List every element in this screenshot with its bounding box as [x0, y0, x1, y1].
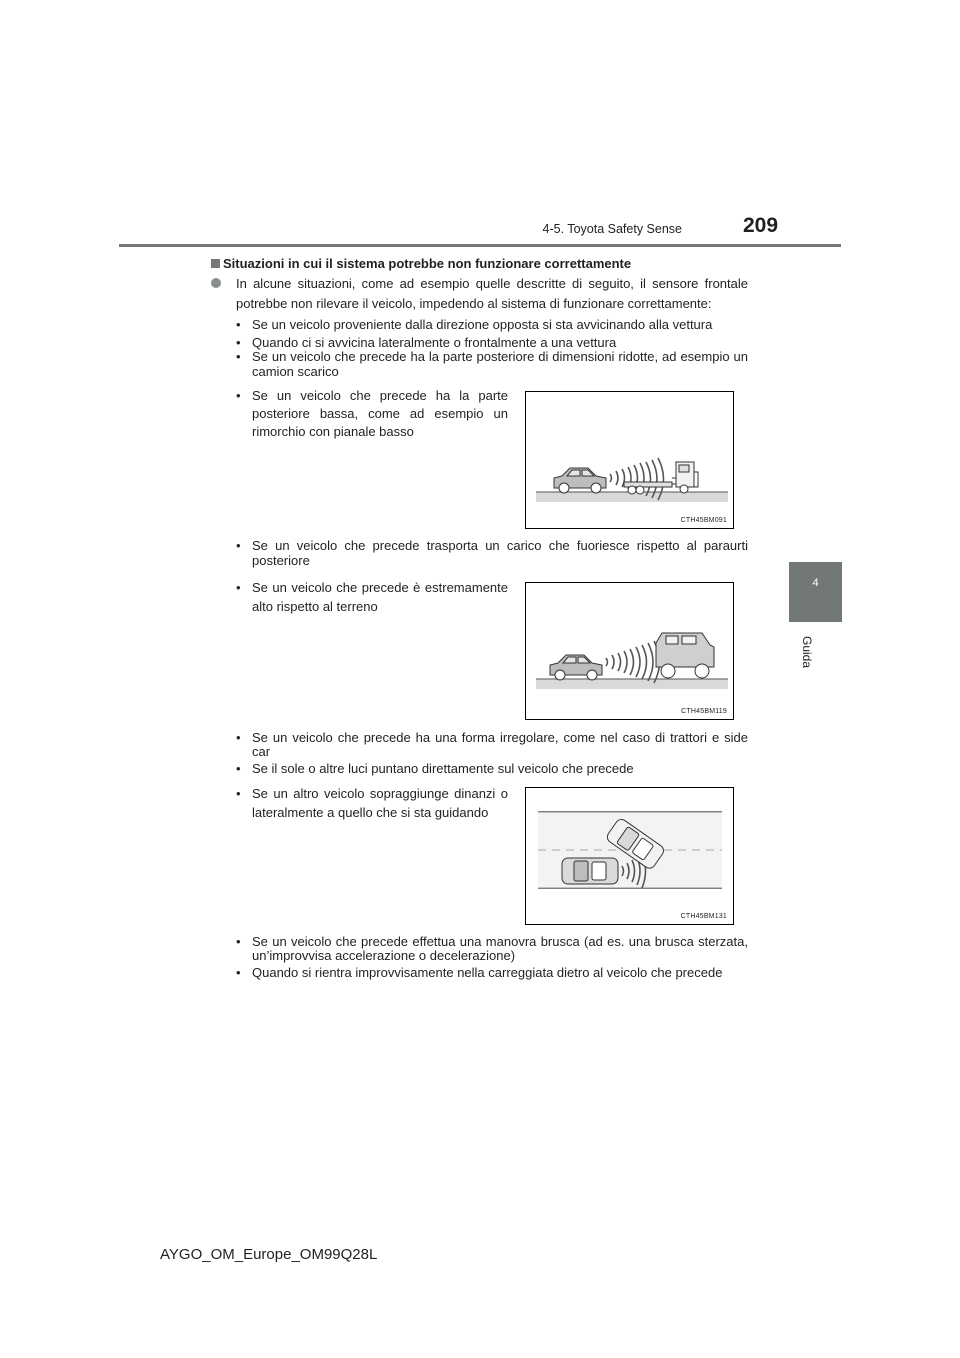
- figure-low-trailer: [525, 391, 734, 529]
- document-footer: AYGO_OM_Europe_OM99Q28L: [160, 1246, 378, 1263]
- list-item-text: Se un veicolo che precede ha la parte posteriore bassa, come ad esempio un rimorchio con pianale basso: [252, 388, 508, 439]
- list-item-text: Se un veicolo che precede ha la parte posteriore di dimensioni ridotte, ad esempio un camion scarico: [252, 349, 748, 379]
- list-item: [236, 731, 748, 759]
- chapter-tab: [789, 562, 842, 622]
- bullet-dot: •: [236, 317, 241, 332]
- list-item-text: Se un veicolo che precede effettua una manovra brusca (ad es. una brusca sterzata, un’improvvisa accelerazione o decelerazione): [252, 934, 748, 963]
- figure-cut-in-vehicle: [525, 787, 734, 925]
- bullet-dot: •: [236, 786, 241, 801]
- list-item: [236, 964, 748, 981]
- list-item-text: Se un veicolo che precede trasporta un carico che fuoriesce rispetto al paraurti posteriore: [252, 538, 748, 568]
- list-item-text: Se il sole o altre luci puntano direttamente sul veicolo che precede: [252, 761, 634, 776]
- intro-paragraph: In alcune situazioni, come ad esempio quelle descritte di seguito, il sensore frontale potrebbe non rilevare il veicolo, impedendo al sistema di funzionare correttamente:: [236, 276, 748, 311]
- circle-bullet-icon: [211, 278, 221, 288]
- list-item: [236, 387, 508, 441]
- list-item-text: Quando ci si avvicina lateralmente o frontalmente a una vettura: [252, 335, 617, 350]
- page-number: 209: [743, 214, 779, 237]
- bullet-dot: •: [236, 761, 241, 776]
- bullet-dot: •: [236, 335, 241, 350]
- illustration-car-low-trailer: [526, 392, 733, 528]
- list-item-text: Se un veicolo che precede ha una forma irregolare, come nel caso di trattori e side car: [252, 730, 748, 759]
- bullet-dot: •: [236, 730, 241, 745]
- figure-code: CTH45BM131: [680, 913, 727, 920]
- illustration-cut-in-top-view: [526, 788, 733, 924]
- list-item-text: Se un veicolo proveniente dalla direzione opposta si sta avvicinando alla vettura: [252, 317, 713, 332]
- list-item-text: Se un veicolo che precede è estremamente alto rispetto al terreno: [252, 580, 508, 614]
- section-heading-text: Situazioni in cui il sistema potrebbe non funzionare correttamente: [223, 256, 632, 271]
- list-item-text: Quando si rientra improvvisamente nella carreggiata dietro al veicolo che precede: [252, 965, 723, 980]
- list-item: [236, 349, 748, 379]
- bullet-dot: •: [236, 349, 241, 364]
- list-item: [236, 578, 508, 616]
- list-item: [236, 316, 748, 333]
- bullet-dot: •: [236, 388, 241, 403]
- figure-tall-vehicle: [525, 582, 734, 720]
- section-heading: [211, 256, 631, 271]
- list-item: [236, 784, 508, 822]
- chapter-number: 4: [812, 577, 819, 589]
- header-rule: [119, 244, 841, 247]
- bullet-dot: •: [236, 965, 241, 980]
- illustration-car-tall-vehicle: [526, 583, 733, 719]
- list-item: [236, 935, 748, 963]
- bullet-dot: •: [236, 934, 241, 949]
- list-item-text: Se un altro veicolo sopraggiunge dinanzi o lateralmente a quello che si sta guidando: [252, 786, 508, 820]
- figure-code: CTH45BM119: [681, 708, 727, 715]
- list-item: [236, 760, 748, 777]
- figure-code: CTH45BM091: [680, 517, 727, 524]
- list-item: [236, 538, 748, 568]
- bullet-dot: •: [236, 538, 241, 553]
- section-title: 4-5. Toyota Safety Sense: [542, 222, 682, 236]
- bullet-dot: •: [236, 580, 241, 595]
- chapter-label: Guida: [800, 636, 814, 669]
- square-bullet-icon: [211, 259, 220, 268]
